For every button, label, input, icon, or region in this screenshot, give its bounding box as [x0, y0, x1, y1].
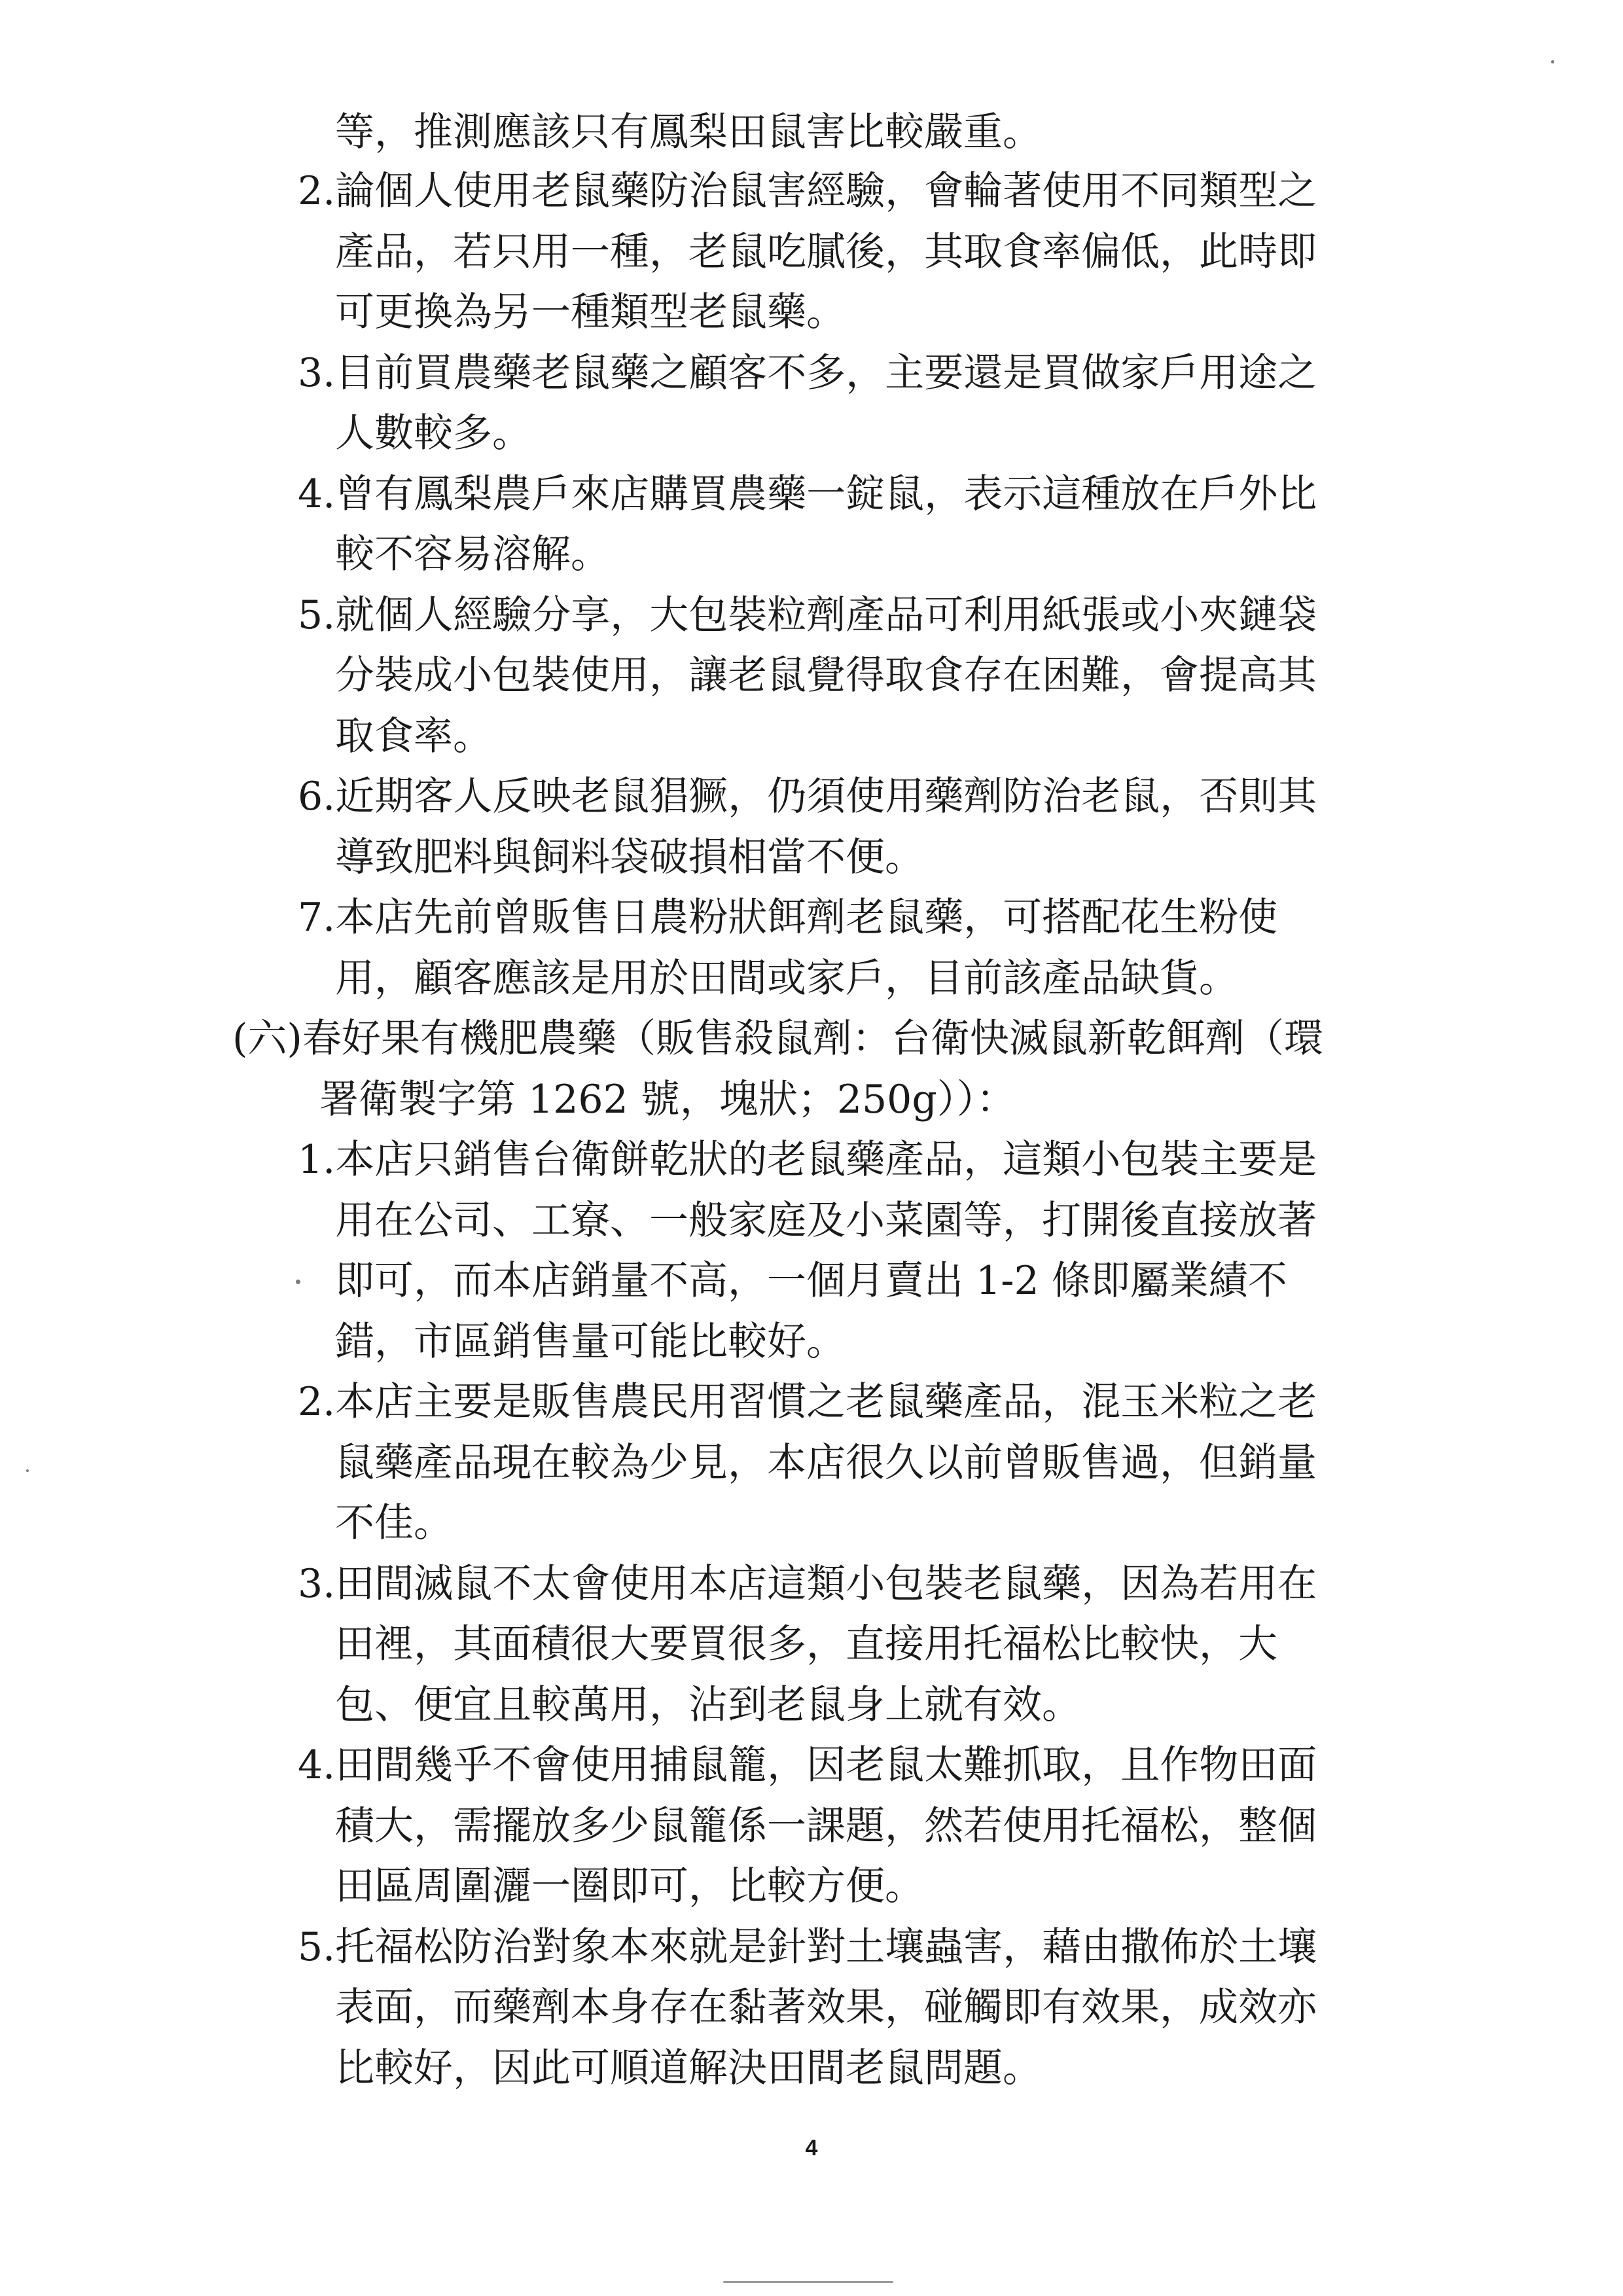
- text-line: 積大，需擺放多少鼠籠係一課題，然若使用托福松，整個: [335, 1803, 1317, 1849]
- text-line: 不佳。: [335, 1500, 453, 1546]
- text-line: 分裝成小包裝使用，讓老鼠覺得取食存在困難，會提高其: [335, 653, 1317, 698]
- text-line: 取食率。: [335, 713, 492, 759]
- list-item-6: 6.近期客人反映老鼠猖獗，仍須使用藥劑防治老鼠，否則其: [298, 774, 1317, 819]
- page-number: 4: [805, 2136, 818, 2161]
- text-line: 用，顧客應該是用於田間或家戶，目前該產品缺貨。: [335, 956, 1238, 1001]
- text-line: 即可，而本店銷量不高，一個月賣出 1-2 條即屬業績不: [335, 1258, 1287, 1304]
- scan-speck: [296, 1280, 300, 1284]
- text-line: 包、便宜且較萬用，沾到老鼠身上就有效。: [335, 1682, 1081, 1728]
- text-line: 等，推測應該只有鳳梨田鼠害比較嚴重。: [335, 109, 1042, 155]
- list-item-3: 3.田間滅鼠不太會使用本店這類小包裝老鼠藥，因為若用在: [298, 1561, 1317, 1607]
- section-heading: (六)春好果有機肥農藥（販售殺鼠劑：台衛快滅鼠新乾餌劑（環: [232, 1016, 1323, 1062]
- text-line: 署衛製字第 1262 號，塊狀；250g））：: [319, 1077, 1016, 1122]
- list-item-5: 5.就個人經驗分享，大包裝粒劑產品可利用紙張或小夾鏈袋: [298, 592, 1317, 638]
- text-line: 較不容易溶解。: [335, 531, 610, 577]
- text-line: 比較好，因此可順道解決田間老鼠問題。: [335, 2045, 1042, 2091]
- scan-edge-mark: [723, 2281, 893, 2283]
- text-line: 表面，而藥劑本身存在黏著效果，碰觸即有效果，成效亦: [335, 1984, 1317, 2030]
- scan-speck: [26, 1469, 29, 1472]
- text-line: 鼠藥產品現在較為少見，本店很久以前曾販售過，但銷量: [335, 1440, 1317, 1486]
- text-line: 產品，若只用一種，老鼠吃膩後，其取食率偏低，此時即: [335, 229, 1317, 275]
- text-line: 人數較多。: [335, 410, 531, 456]
- text-line: 導致肥料與飼料袋破損相當不便。: [335, 834, 924, 880]
- list-item-5: 5.托福松防治對象本來就是針對土壤蟲害，藉由撒佈於土壤: [298, 1924, 1317, 1970]
- list-item-3: 3.目前買農藥老鼠藥之顧客不多，主要還是買做家戶用途之: [298, 350, 1317, 396]
- scan-speck: [1551, 60, 1554, 63]
- text-line: 可更換為另一種類型老鼠藥。: [335, 289, 846, 335]
- list-item-4: 4.田間幾乎不會使用捕鼠籠，因老鼠太難抓取，且作物田面: [298, 1742, 1317, 1788]
- text-line: 田區周圍灑一圈即可，比較方便。: [335, 1863, 924, 1909]
- text-line: 用在公司、工寮、一般家庭及小菜園等，打開後直接放著: [335, 1198, 1317, 1244]
- list-item-7: 7.本店先前曾販售日農粉狀餌劑老鼠藥，可搭配花生粉使: [298, 895, 1278, 941]
- list-item-4: 4.曾有鳳梨農戶來店購買農藥一錠鼠，表示這種放在戶外比: [298, 471, 1317, 517]
- list-item-1: 1.本店只銷售台衛餅乾狀的老鼠藥產品，這類小包裝主要是: [298, 1137, 1317, 1183]
- list-item-2: 2.論個人使用老鼠藥防治鼠害經驗，會輪著使用不同類型之: [298, 168, 1317, 214]
- text-line: 錯，市區銷售量可能比較好。: [335, 1319, 846, 1365]
- list-item-2: 2.本店主要是販售農民用習慣之老鼠藥產品，混玉米粒之老: [298, 1379, 1317, 1425]
- text-line: 田裡，其面積很大要買很多，直接用托福松比較快，大: [335, 1621, 1277, 1667]
